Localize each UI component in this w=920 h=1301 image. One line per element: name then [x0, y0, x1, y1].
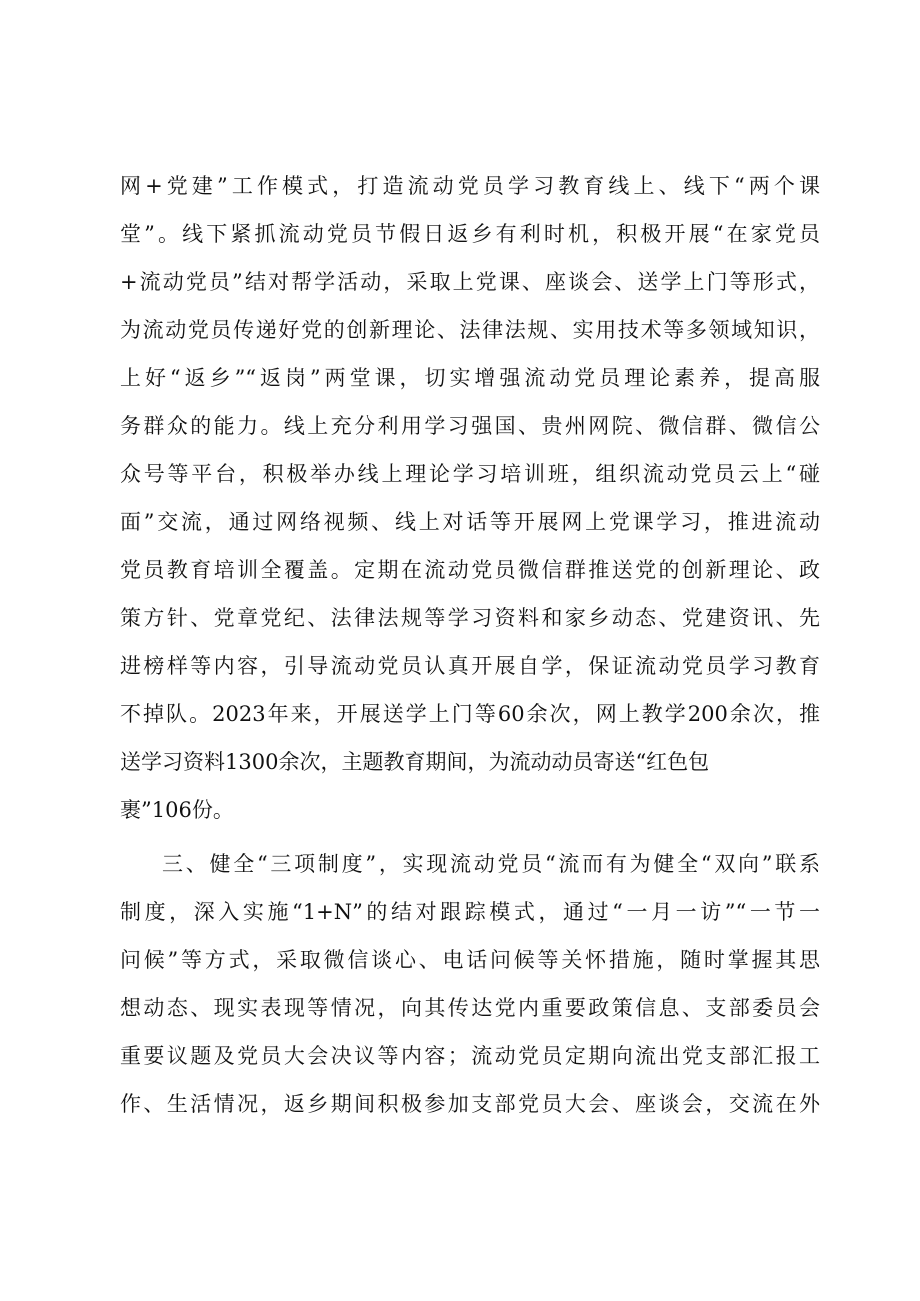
text-line: 务群众的能力。线上充分利用学习强国、贵州网院、微信群、微信公	[120, 414, 820, 438]
text-line: 网+党建”工作模式，打造流动党员学习教育线上、线下“两个课	[120, 174, 820, 198]
text-line: 不掉队。2023年来，开展送学上门等60余次，网上教学200余次，推	[120, 702, 820, 726]
text-line: 为流动党员传递好党的创新理论、法律法规、实用技术等多领域知识，	[120, 318, 820, 342]
text-line: 送学习资料1300余次，主题教育期间，为流动动员寄送“红色包	[120, 750, 710, 774]
text-line: 上好“返乡”“返岗”两堂课，切实增强流动党员理论素养，提高服	[120, 366, 820, 390]
text-line: 进榜样等内容，引导流动党员认真开展自学，保证流动党员学习教育	[120, 654, 820, 678]
text-line: 党员教育培训全覆盖。定期在流动党员微信群推送党的创新理论、政	[120, 558, 820, 582]
text-line: 问候”等方式，采取微信谈心、电话问候等关怀措施，随时掌握其思	[120, 948, 820, 972]
text-line: 策方针、党章党纪、法律法规等学习资料和家乡动态、党建资讯、先	[120, 606, 820, 630]
text-line: 堂”。线下紧抓流动党员节假日返乡有利时机，积极开展“在家党员	[120, 222, 820, 246]
text-line: +流动党员”结对帮学活动，采取上党课、座谈会、送学上门等形式，	[120, 270, 820, 294]
text-line: 众号等平台，积极举办线上理论学习培训班，组织流动党员云上“碰	[120, 462, 820, 486]
text-line: 想动态、现实表现等情况，向其传达党内重要政策信息、支部委员会	[120, 996, 820, 1020]
paragraph-three-systems	[120, 840, 820, 1128]
text-line: 作、生活情况，返乡期间积极参加支部党员大会、座谈会，交流在外	[120, 1092, 820, 1116]
text-line: 裹”106份。	[120, 798, 234, 822]
text-line: 重要议题及党员大会决议等内容；流动党员定期向流出党支部汇报工	[120, 1044, 820, 1068]
text-line: 面”交流，通过网络视频、线上对话等开展网上党课学习，推进流动	[120, 510, 820, 534]
paragraph-learning-education	[120, 162, 820, 834]
text-line: 制度，深入实施“1+N”的结对跟踪模式，通过“一月一访”“一节一	[120, 900, 820, 924]
section-heading-line: 三、健全“三项制度”，实现流动党员“流而有为健全“双向”联系	[162, 852, 820, 876]
